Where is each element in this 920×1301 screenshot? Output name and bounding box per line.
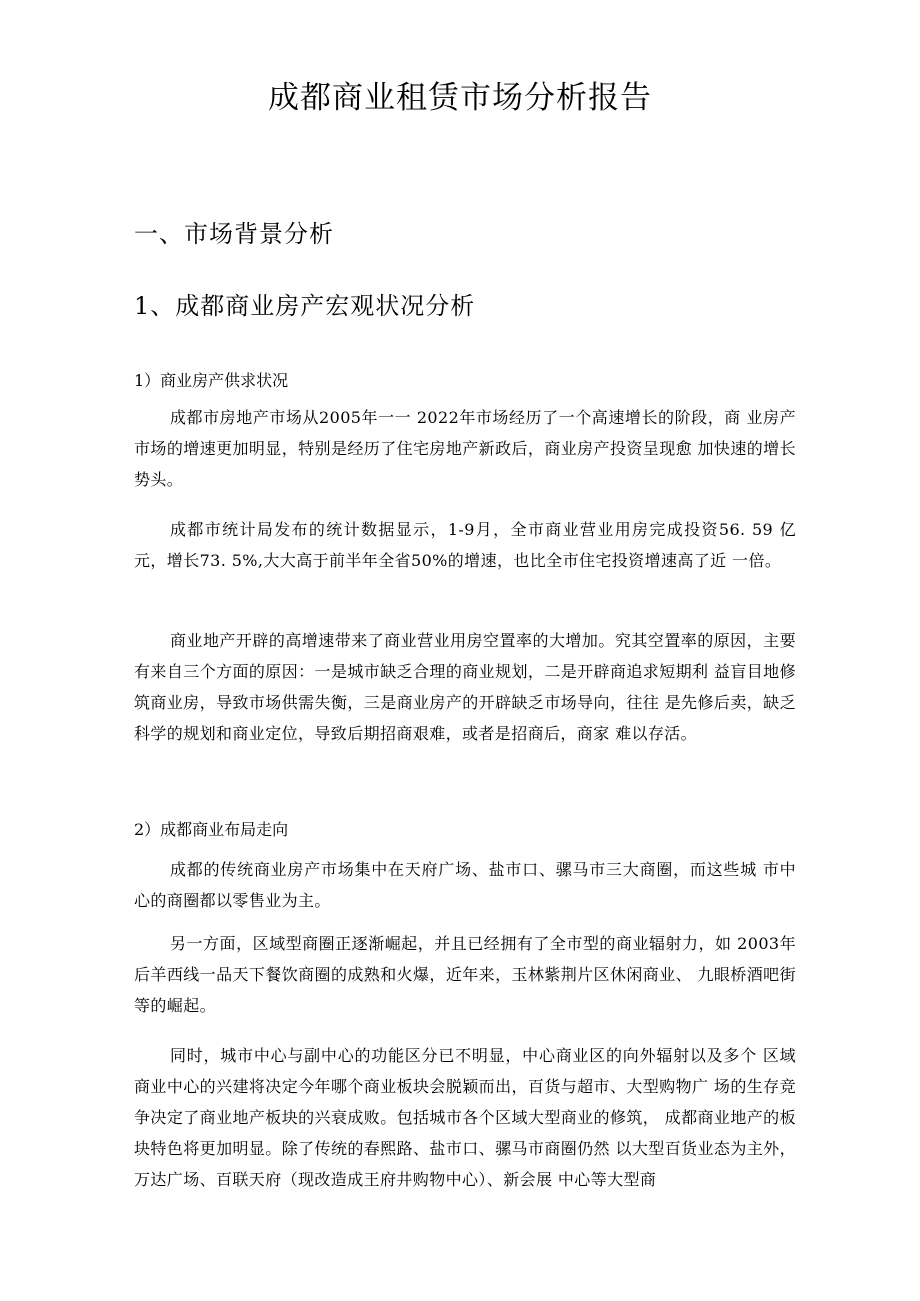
- sub-heading-layout-trend: 2）成都商业布局走向: [134, 820, 289, 839]
- paragraph: 成都市房地产市场从2005年一一 2022年市场经历了一个高速增长的阶段，商 业房产市场的增速更加明显，特别是经历了住宅房地产新政后，商业房产投资呈现愈 加快速的增长势头。: [134, 408, 796, 489]
- paragraph: 同时，城市中心与副中心的功能区分已不明显，中心商业区的向外辐射以及多个 区域商业中心的兴建将决定今年哪个商业板块会脱颖而出，百货与超市、大型购物广 场的生存竞争决定了商业地产板块的兴衰成败。包括城市各个区域大型商业的修筑， 成都商业地产的板块特色将更加明显。除了传统的春熙路、盐市口、骡马市商圈仍然 以大型百货业态为主外，万达广场、百联天府（现改造成王府井购物中心）、新会展 中心等大型商: [134, 1046, 796, 1189]
- paragraph: 另一方面，区域型商圈正逐渐崛起，并且已经拥有了全市型的商业辐射力，如 2003年后羊西线一品天下餐饮商圈的成熟和火爆，近年来，玉林紫荆片区休闲商业、 九眼桥酒吧街等的崛起。: [134, 934, 796, 1015]
- paragraph: 商业地产开辟的高增速带来了商业营业用房空置率的大增加。究其空置率的原因，主要有来自三个方面的原因：一是城市缺乏合理的商业规划，二是开辟商追求短期利 益盲目地修筑商业房，导致市场供需失衡，三是商业房产的开辟缺乏市场导向，往往 是先修后卖，缺乏科学的规划和商业定位，导致后期招商艰难，或者是招商后，商家 难以存活。: [134, 631, 796, 743]
- section-heading: 一、市场背景分析: [134, 220, 334, 248]
- paragraph: 成都市统计局发布的统计数据显示，1-9月，全市商业营业用房完成投资56. 59 亿元，增长73. 5%,大大高于前半年全省50%的增速，也比全市住宅投资增速高了近 一倍。: [134, 520, 796, 570]
- document-title: 成都商业租赁市场分析报告: [268, 80, 652, 116]
- paragraph: 成都的传统商业房产市场集中在天府广场、盐市口、骡马市三大商圈，而这些城 市中心的商圈都以零售业为主。: [134, 860, 796, 910]
- sub-heading-supply-demand: 1）商业房产供求状况: [134, 371, 289, 390]
- subsection-heading: 1、成都商业房产宏观状况分析: [134, 292, 476, 320]
